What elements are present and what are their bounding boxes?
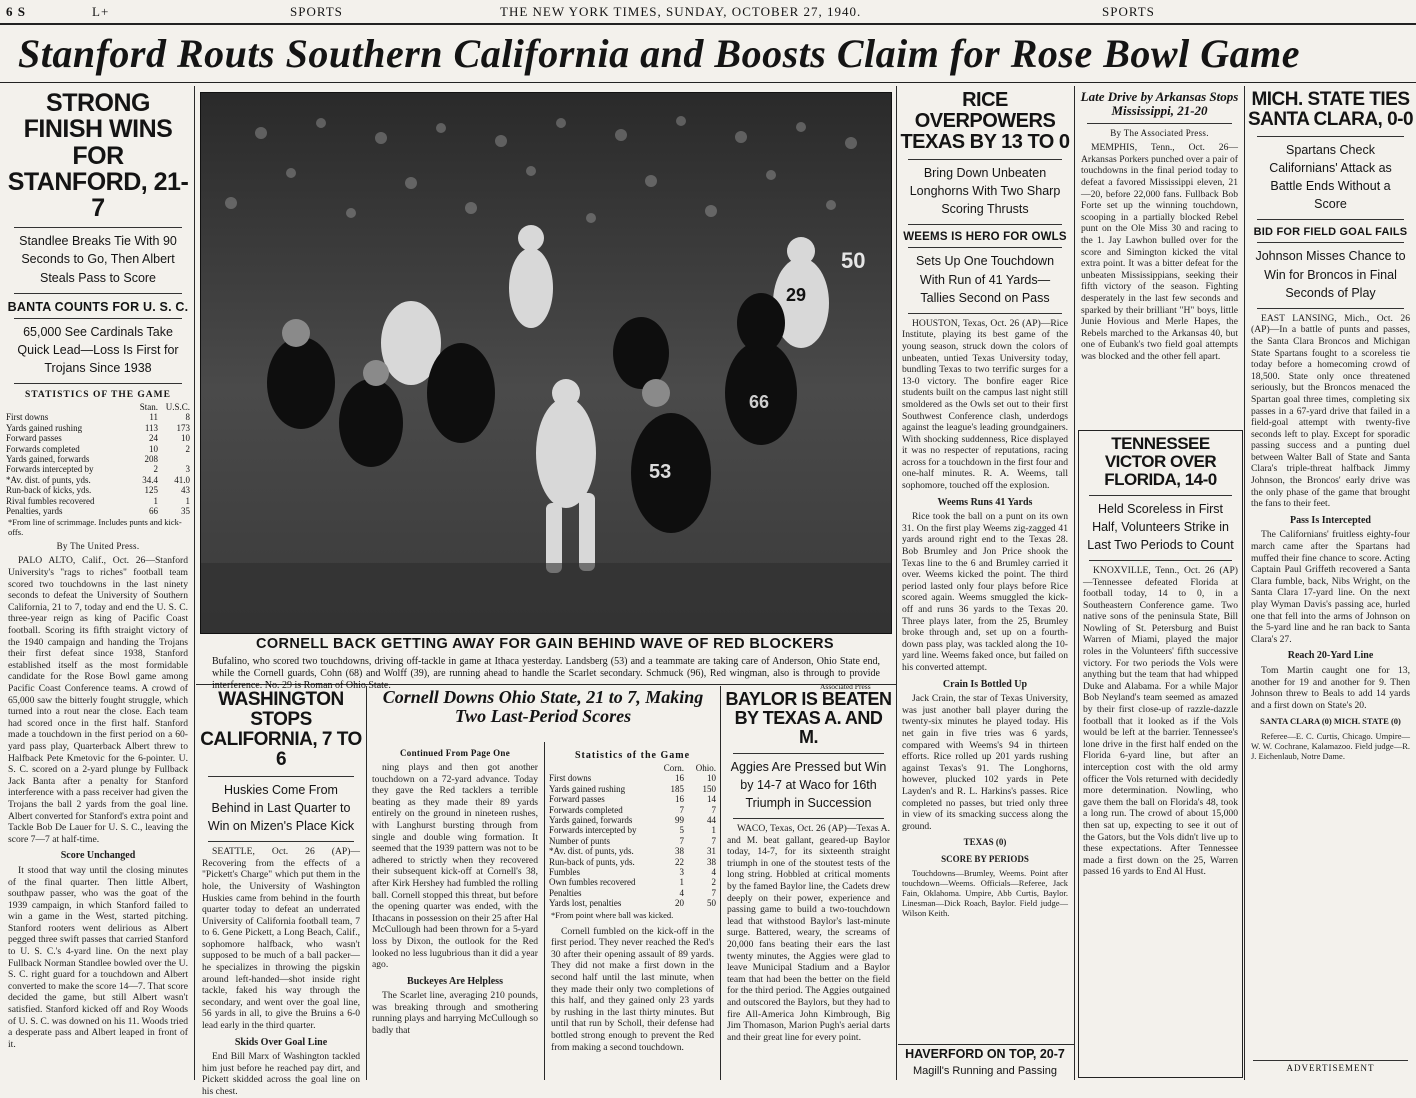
tennessee-paragraph: KNOXVILLE, Tenn., Oct. 26 (AP)—Tennessee defeated Florida at football today, 14 to 0, in a Southeastern Conference game. Two native sons of the peninsula State, Bill Nowling of St. Petersburg and Buist Warren of Miami, played the major roles in the Volunteers' fifth successive victory. For two periods the Vols were anything but the team that had whipped Duke and Alabama. For a while Major Bob Neyland's team seemed as amazed by their first close-up of razzle-dazzle football that it looked as if the Vols would be left at the barrier. Tennessee's lone drive in the first half ended on the Florida 6-yard line, but after an interception cost with the old army officer the Vols returned with decidedly more determination. Nowling, who gave them the ball on Florida's 48, took a long run. The crowd of about 15,000 then sat up, expecting to see it out of the Gators, but the Vols didn't live up to these expectations. After Tennessee made a first down on the 25, Warren passed 16 yards to End Al Hust. bbox=[1083, 564, 1238, 878]
stats-value: 1 bbox=[711, 825, 716, 836]
cornell-paragraph-2: The Scarlet line, averaging 210 pounds, was breaking through and smothering running plays and harrying McCullough so badly that bbox=[372, 990, 538, 1037]
rice-paragraph-2: Rice took the ball on a punt on its own 31. On the first play Weems zig-zagged 41 yards around right end to the Texas 28. Bob Brumley and Jon Price shook the Texas line to the 6 and Brumley carried it over. Weems kicked the point. The third period lasted only four plays before Rice scored again. Weems smuggled the kick-off and runs 36 yards to the Texas 20. Three plays later, from the 25, Brumley broke through and, set up on a fourth-down pass play, was tackled along the 10-yard line. Weems faked once, but failed on his converted attempt. bbox=[902, 511, 1068, 673]
stats-value: 185 bbox=[670, 783, 684, 794]
stats-label: Number of punts bbox=[549, 835, 610, 846]
michstate-deck-2: Johnson Misses Chance to Win for Broncos in Final Seconds of Play bbox=[1255, 249, 1406, 300]
stanford-byline: By The United Press. bbox=[56, 541, 140, 552]
jersey-number: 50 bbox=[841, 248, 866, 273]
stats-label: Yards gained, forwards bbox=[549, 815, 633, 826]
rice-story bbox=[898, 88, 1072, 1038]
divider bbox=[1257, 242, 1404, 243]
stats-label: Rival fumbles recovered bbox=[6, 495, 95, 506]
stats-value: 150 bbox=[702, 783, 716, 794]
michstate-deck: Spartans Check Californians' Attack as Battle Ends Without a Score bbox=[1269, 142, 1392, 212]
banner-rule bbox=[0, 82, 1416, 83]
cornell-crosshead: Buckeyes Are Helpless bbox=[407, 975, 503, 987]
stanford-stats-table bbox=[4, 402, 192, 516]
stats-row bbox=[4, 475, 192, 485]
rice-lineup-title: TEXAS (0) bbox=[963, 837, 1007, 848]
rice-crosshead-2: Crain Is Bottled Up bbox=[942, 678, 1028, 690]
stats-label: Yards gained rushing bbox=[549, 783, 626, 794]
stats-value: 16 bbox=[675, 773, 684, 784]
cornell-stats-table bbox=[547, 763, 718, 909]
stats-value: 11 bbox=[149, 412, 158, 423]
stats-value: 24 bbox=[149, 433, 158, 444]
cornell-stats-note: *From point where ball was kicked. bbox=[551, 909, 674, 920]
washington-crosshead: Skids Over Goal Line bbox=[234, 1036, 328, 1048]
stats-label: Forwards intercepted by bbox=[549, 825, 637, 836]
cornell-body-3 bbox=[551, 926, 714, 1054]
folio-line bbox=[0, 2, 1416, 22]
stats-row bbox=[547, 898, 718, 908]
stats-value: 4 bbox=[711, 867, 716, 878]
jersey-number: 53 bbox=[649, 461, 672, 483]
baylor-paragraph: WACO, Texas, Oct. 26 (AP)—Texas A. and M. beat gallant, geared-up Baylor today, 14-7, for its sixteenth straight triumph in one of the stoutest tests of the long string. Hobbled at critical moments by the famed Baylor line, the Cadets drew deeply on their power, experience and passing game to build a two-touchdown lead that withstood Baylor's last-minute surge. Battered, weary, the screams of 20,000 fans beating their ears the last twenty minutes, the Aggies were glad to leave Municipal Stadium and a Baylor team that had been the better on the field for the third period. The Aggies outgained and outscored the Baylors, but they had to fire All-America John Kimbrough, Big Jim Thomason, Marion Pugh's aerial darts and their great line for every point. bbox=[727, 823, 890, 1043]
stats-row bbox=[4, 423, 192, 433]
stats-value: 4 bbox=[679, 887, 684, 898]
washington-headline: WASHINGTON STOPS CALIFORNIA, 7 TO 6 bbox=[200, 689, 362, 770]
stats-row bbox=[547, 794, 718, 804]
stats-label: Forward passes bbox=[6, 433, 62, 444]
stanford-body bbox=[8, 555, 188, 1050]
divider bbox=[908, 224, 1062, 225]
tennessee-story bbox=[1078, 430, 1243, 1078]
stats-value: 38 bbox=[675, 846, 684, 857]
baylor-story bbox=[723, 688, 894, 1080]
cornell-body bbox=[372, 762, 538, 1037]
stats-label: Own fumbles recovered bbox=[549, 877, 636, 888]
cornell-headline: Cornell Downs Ohio State, 21 to 7, Making Two Last-Period Scores bbox=[382, 687, 704, 726]
stats-value: 208 bbox=[144, 454, 158, 465]
divider bbox=[208, 776, 354, 777]
baylor-deck: Aggies Are Pressed but Win by 14-7 at Waco for 16th Triumph in Succession bbox=[730, 759, 887, 810]
stats-row bbox=[547, 825, 718, 835]
stats-row bbox=[547, 815, 718, 825]
edition-mark: L+ bbox=[92, 4, 110, 19]
divider bbox=[14, 383, 182, 384]
column-rule bbox=[194, 86, 195, 1080]
washington-paragraph-2: End Bill Marx of Washington tackled him just before he reached pay dirt, and Pickett skidded across the goal line on his chest. bbox=[202, 1051, 360, 1097]
washington-deck: Huskies Come From Behind in Last Quarter to Win on Mizen's Place Kick bbox=[207, 782, 355, 833]
divider bbox=[1089, 495, 1232, 496]
stats-col-header: Stan. bbox=[139, 402, 158, 412]
stats-value bbox=[160, 454, 192, 464]
photo-caption-headline: CORNELL BACK GETTING AWAY FOR GAIN BEHIND WAVE OF RED BLOCKERS bbox=[256, 636, 834, 652]
stats-value: 7 bbox=[679, 835, 684, 846]
stats-label: Penalties, yards bbox=[6, 506, 63, 517]
stats-value: 7 bbox=[711, 887, 716, 898]
arkansas-story bbox=[1077, 88, 1242, 428]
stats-value: 8 bbox=[185, 412, 190, 423]
cornell-paragraph-3: Cornell fumbled on the kick-off in the first period. They never reached the Red's 30 after their opening assault of 89 yards. They did not make a first down in the second half until the last minute, when they made their only two completions of this half, and they gained only 23 yards by rushing in the last thirty minutes. But until that run by Scholl, their defense had bottled strong enough to prevent the Red from making a second touchdown. bbox=[551, 925, 714, 1053]
stanford-stats-title: STATISTICS OF THE GAME bbox=[25, 390, 171, 400]
stats-value: 3 bbox=[679, 867, 684, 878]
stats-value: 44 bbox=[707, 815, 716, 826]
rice-deck: Bring Down Unbeaten Longhorns With Two Sharp Scoring Thrusts bbox=[909, 166, 1061, 217]
paper-dateline: THE NEW YORK TIMES, SUNDAY, OCTOBER 27, 1940. bbox=[500, 4, 862, 19]
page-number: 6 S bbox=[6, 4, 26, 19]
stats-row bbox=[4, 506, 192, 516]
stats-value: 2 bbox=[185, 443, 190, 454]
divider bbox=[14, 227, 182, 228]
jersey-number: 29 bbox=[786, 285, 807, 305]
divider bbox=[208, 841, 354, 842]
column-rule bbox=[896, 86, 897, 1080]
column-rule bbox=[720, 686, 721, 1080]
stats-label: First downs bbox=[549, 773, 592, 784]
stats-label: Run-back of kicks, yds. bbox=[6, 485, 92, 496]
divider bbox=[1257, 136, 1404, 137]
washington-paragraph: SEATTLE, Oct. 26 (AP)—Recovering from the effects of a "Pickett's Charge" which put them in the hole, the University of Washington Huskies came from behind in the fourth quarter today to defeat an underrated University of California football team, 7 to 6. Gene Pickett, a Long Beach, Calif., sophomore halfback, who wasn't supposed to be much of a ball packer—he specializes in throwing the pigskin around left-handed—shot inside right tackle, faked his way through the secondary, and went over the goal line, 56 yards in all, to give the Bruins a 6-0 lead early in the third quarter. bbox=[202, 846, 360, 1032]
divider bbox=[1089, 560, 1232, 561]
stats-label: First downs bbox=[6, 412, 49, 423]
stanford-story bbox=[4, 88, 192, 1080]
rice-crosshead: Weems Runs 41 Yards bbox=[937, 496, 1033, 508]
stats-value: 10 bbox=[149, 443, 158, 454]
stats-label: Fumbles bbox=[549, 867, 581, 878]
stats-value: 2 bbox=[711, 877, 716, 888]
stats-value: 3 bbox=[185, 464, 190, 475]
haverford-deck: Magill's Running and Passing bbox=[913, 1065, 1057, 1078]
column-rule bbox=[366, 686, 367, 1080]
stats-value: 173 bbox=[176, 422, 190, 433]
stats-value: 1 bbox=[153, 495, 158, 506]
arkansas-paragraph: MEMPHIS, Tenn., Oct. 26—Arkansas Porkers punched over a pair of touchdowns in the final period today to defeat a favored Mississippi eleven, 21—20, before 22,000 fans. Fullback Bob Forte set up the winning touchdown, scooping in a partially blocked Rebel punt on the Ole Miss 30 and racing to the 1. Jay Lawhon bulled over for the score and Simington kicked the vital extra point. It was a bitter defeat for the unbeaten Mississippians, seeking their fifth victory of the season. Fighting desperately in the last few seconds and sparked by their brilliant "H" boys, little Junie Hovious and Merle Hapes, the Rebels marched to the Arkansas 40, but one of Eubank's two field goal attempts was blocked and the other fell apart. bbox=[1081, 142, 1238, 362]
stats-row bbox=[4, 433, 192, 443]
divider bbox=[908, 313, 1062, 314]
baylor-headline: BAYLOR IS BEATEN BY TEXAS A. AND M. bbox=[725, 689, 892, 747]
michstate-crosshead: Pass Is Intercepted bbox=[1290, 514, 1371, 526]
michstate-paragraph: EAST LANSING, Mich., Oct. 26 (AP)—In a battle of punts and passes, the Santa Clara Broncos and Michigan State Spartans fought to a scoreless tie today before a homecoming crowd of 18,500. State only once threatened seriously, but the Broncos menaced the Spartan goal three times, completing six passes in a 67-yard drive that failed in a field-goal attempt with twenty-five seconds left to play. Except for sporadic passing success and a punting duel between Walter Ball of State and Santa Clara's triple-threat halfback Jimmy Johnson, the Broncos' early drive was the only phase of the game that brought the fans to their feet. bbox=[1251, 312, 1410, 510]
stats-row bbox=[4, 454, 192, 464]
stats-value: 38 bbox=[707, 856, 716, 867]
stats-label: Yards gained, forwards bbox=[6, 454, 90, 465]
stats-label: Forwards intercepted by bbox=[6, 464, 94, 475]
rice-body bbox=[902, 318, 1068, 919]
cornell-stats-title: Statistics of the Game bbox=[574, 750, 691, 761]
divider bbox=[733, 753, 884, 754]
stats-label: Yards lost, penalties bbox=[549, 898, 622, 909]
divider bbox=[1257, 219, 1404, 220]
michstate-paragraph-3: Tom Martin caught one for 13, another for 19 and another for 9. Then Johnson threw to Beals to add 14 yards and a first down on State's 20. bbox=[1251, 664, 1410, 711]
stats-value: 7 bbox=[711, 835, 716, 846]
divider bbox=[908, 159, 1062, 160]
stanford-headline: STRONG FINISH WINS FOR STANFORD, 21-7 bbox=[7, 89, 189, 222]
stanford-paragraph: PALO ALTO, Calif., Oct. 26—Stanford University's "rags to riches" football team scored two touchdowns in the last ninety seconds to defeat the University of Southern California, 21 to 7, today and end the U. S. C. three-year reign as king of Pacific Coast football. Scoring its fifth straight victory of the 1940 campaign and handing the Trojans their first defeat since 1938, Stanford established itself as the most formidable candidate for the Rose Bowl game among Pacific Coast Conference teams. A crowd of 65,000 saw the bitterly fought struggle, which turned into a rout near the close. Each team had scored once in the first half. Stanford made a touchdown in the first period on a 60-yard pass play, Quarterback Albert threw to Halfback Pete Kmetovic for the 6-pointer. U. S. C. scored on a 2-yard plunge by Fullback Jack Banta after a penalty for Stanford interference with a pass receiver had given the Trojans the ball 2 yards from the goal line. Albert converted for Stanford's extra point and Tackle Bob De Lauer for U. S. C., leaving the score 7—7 at half-time. bbox=[8, 555, 188, 845]
stats-label: Forwards completed bbox=[549, 804, 623, 815]
stats-label: Yards gained rushing bbox=[6, 422, 83, 433]
stats-value: 43 bbox=[181, 485, 190, 496]
stanford-deck: Standlee Breaks Tie With 90 Seconds to Go, Then Albert Steals Pass to Score bbox=[19, 234, 177, 285]
stanford-paragraph-2: It stood that way until the closing minutes of the final quarter. Then little Albert, southpaw passer, who was the goat of the 1939 campaign, in which Stanford failed to win a game in the West, started pitching. Stanford rooters went delirious as Albert pegged three swift passes that carried Stanford to U. S. C.'s 4-yard line. On the next play Fullback Norman Standlee bowled over the U. S. C. right guard for a touchdown and Albert converted to make the score 14—7. That score decided the game, but still Albert wasn't satisfied. Stanford kicked off and Roy Woods of U. S. C. was downed on his 11. Woods tried a desperate pass and Albert leaped in front of it. bbox=[8, 864, 188, 1050]
stats-row bbox=[4, 412, 192, 422]
stats-value: 10 bbox=[707, 773, 716, 784]
stats-value: 7 bbox=[679, 804, 684, 815]
stanford-stats-note: *From line of scrimmage. Includes punts and kick-offs. bbox=[8, 517, 182, 538]
stats-value: 31 bbox=[707, 846, 716, 857]
stats-row bbox=[547, 836, 718, 846]
divider bbox=[14, 293, 182, 294]
stats-value: 1 bbox=[679, 877, 684, 888]
stats-value: 66 bbox=[149, 506, 158, 517]
stats-row bbox=[547, 867, 718, 877]
stats-row bbox=[547, 888, 718, 898]
stats-row bbox=[4, 464, 192, 474]
stats-row bbox=[547, 877, 718, 887]
michstate-officials: Referee—E. C. Curtis, Chicago. Umpire—W. W. Cochrane, Kalamazoo. Field judge—R. J. Eichenlaub, Notre Dame. bbox=[1251, 730, 1410, 761]
stats-label: Forward passes bbox=[549, 794, 605, 805]
rice-paragraph: HOUSTON, Texas, Oct. 26 (AP)—Rice Institute, playing its best game of the young season, struck down the colors of unbeaten, untied Texas University today, bundling Texas to two terrific surges for a 13-0 victory. The bonfire eager Rice students built on the campus last night still smoldered as the Owls set out to their first Southwest Conference clash, underdogs against the league's leading groundgainers. With shocking suddenness, Rice displayed it was no respecter of reputations, racing across for a touchdown in the first four and one-half minutes. R. A. Weems, tall sophomore, touched off the explosion. bbox=[902, 317, 1068, 492]
michstate-crosshead-2: Reach 20-Yard Line bbox=[1287, 650, 1374, 662]
column-rule bbox=[1074, 86, 1075, 1080]
banner-headline: Stanford Routs Southern California and Boosts Claim for Rose Bowl Game bbox=[18, 31, 1300, 76]
washington-body bbox=[202, 846, 360, 1097]
stats-label: *Av. dist. of punts, yds. bbox=[6, 474, 91, 485]
michstate-paragraph-2: The Californians' fruitless eighty-four march came after the Spartans had muffed their fine chance to score. Acting Captain Paul Griffeth recovered a Santa Clara fumble, back, Nibs Wright, on the Santa Clara 17-yard line. On the next play Wyman Davis's passing ace, hurled one that fell into the arms of Johnson on the 5-yard line and he ran back to Santa Clara's 27. bbox=[1251, 529, 1410, 645]
rice-headline: RICE OVERPOWERS TEXAS BY 13 TO 0 bbox=[900, 89, 1070, 153]
cornell-story bbox=[368, 744, 542, 1080]
stats-col-header: Corn. bbox=[663, 763, 684, 773]
stats-label: *Av. dist. of punts, yds. bbox=[549, 846, 634, 857]
photo-image bbox=[201, 93, 891, 633]
divider bbox=[733, 818, 884, 819]
advertisement-label-block bbox=[1247, 1060, 1414, 1076]
stats-value: 7 bbox=[711, 804, 716, 815]
section-rule bbox=[898, 1044, 1074, 1045]
stats-value: 20 bbox=[675, 898, 684, 909]
stanford-subhead: BANTA COUNTS FOR U. S. C. bbox=[7, 299, 189, 314]
tennessee-headline: TENNESSEE VICTOR OVER FLORIDA, 14-0 bbox=[1104, 434, 1217, 489]
tennessee-body bbox=[1083, 565, 1238, 878]
haverford-story bbox=[898, 1046, 1072, 1080]
stats-value: 1 bbox=[185, 495, 190, 506]
stats-value: 35 bbox=[181, 506, 190, 517]
stats-label: Run-back of punts, yds. bbox=[549, 856, 635, 867]
arkansas-headline: Late Drive by Arkansas Stops Mississippi, 21-20 bbox=[1080, 89, 1239, 118]
stats-label: Penalties bbox=[549, 887, 582, 898]
cornell-stats-column bbox=[547, 744, 718, 1080]
michstate-body bbox=[1251, 313, 1410, 761]
rice-paragraph-3: Jack Crain, the star of Texas University, was just another ball player during the twenty-six minutes he played today. His net gain in five tries was 6 yards, compared with Weems's 94 in thirteen efforts. Rice rolled up 201 yards rushing against Texas's 91. The Longhorns, however, plucked 102 yards in Pete Layden's and R. L. Harkins's passes. Rice completed no passes, but tried only three in view of its smacking success along the ground. bbox=[902, 693, 1068, 832]
stats-row bbox=[4, 485, 192, 495]
baylor-body bbox=[727, 823, 890, 1043]
stats-value: 113 bbox=[144, 422, 158, 433]
cornell-paragraph: ning plays and then got another touchdown on a 72-yard advance. Today they gave the Red tacklers a terrible beating as they made their 89 yards entirely on the ground in nineteen rushes, with Langhurst bursting through from single and double wing formation. It seemed that the 1939 pattern was not to be adhered to strictly when they recovered their subsequent kick-off at Cornell's 38, after Kirk Hershey had fumbled the rolling ball. Cornell stopped this threat, but before the opening quarter was ended, with the Ithacans in possession on their 25 after Hal McCullough had been thrown for a 5-yard loss by Dixon, the outlook for the Red looked no less lugubrious than it did a year ago. bbox=[372, 762, 538, 971]
rice-officials: Touchdowns—Brumley, Weems. Point after touchdown—Weems. Officials—Referee, Jack Fain, Oklahoma. Umpire, Abb Curtis, Baylor. Linesman—Dick Roach, Baylor. Field judge—Wilson Keith. bbox=[902, 868, 1068, 919]
haverford-headline: HAVERFORD ON TOP, 20-7 bbox=[905, 1047, 1065, 1061]
section-label-left: SPORTS bbox=[290, 4, 343, 19]
washington-story bbox=[198, 688, 364, 1097]
stats-value: 22 bbox=[675, 856, 684, 867]
column-rule bbox=[544, 742, 545, 1080]
cornell-continued: Continued From Page One bbox=[400, 748, 510, 758]
stanford-deck-2: 65,000 See Cardinals Take Quick Lead—Loss Is First for Trojans Since 1938 bbox=[17, 324, 179, 375]
stats-value: 125 bbox=[144, 485, 158, 496]
divider bbox=[14, 318, 182, 319]
divider bbox=[908, 247, 1062, 248]
stats-value: 14 bbox=[707, 794, 716, 805]
michstate-story bbox=[1247, 88, 1414, 1080]
michstate-subhead: BID FOR FIELD GOAL FAILS bbox=[1253, 226, 1408, 239]
column-rule bbox=[1244, 86, 1245, 1080]
photo-caption: Bufalino, who scored two touchdowns, driving off-tackle in game at Ithaca yesterday. Landsberg (53) and a teammate are taking care of Anderson, Ohio State end, while the Cornell guards, Cohn (68) and Wolff (39), are running ahead to handle the Scarlet secondary. Schmuck (96), Red wingman, also is through to provide interference. No. 29 is Roman of Ohio State. bbox=[212, 656, 880, 691]
stats-label: Forwards completed bbox=[6, 443, 80, 454]
stats-value: 10 bbox=[181, 433, 190, 444]
arkansas-byline: By The Associated Press. bbox=[1110, 128, 1209, 139]
stats-header-row bbox=[547, 763, 718, 773]
michstate-headline: MICH. STATE TIES SANTA CLARA, 0-0 bbox=[1247, 89, 1414, 130]
stats-header-row bbox=[4, 402, 192, 412]
stats-value: 34.4 bbox=[142, 474, 158, 485]
divider bbox=[1253, 1060, 1408, 1061]
stats-row bbox=[547, 805, 718, 815]
michstate-lineup-title: SANTA CLARA (0) MICH. STATE (0) bbox=[1260, 716, 1401, 727]
stats-col-header: U.S.C. bbox=[165, 402, 190, 412]
section-label-right: SPORTS bbox=[1102, 4, 1155, 19]
divider bbox=[1257, 308, 1404, 309]
stanford-crosshead: Score Unchanged bbox=[60, 850, 136, 862]
stats-value: 99 bbox=[675, 815, 684, 826]
stats-col-header: Ohio. bbox=[695, 763, 716, 773]
stats-row bbox=[4, 496, 192, 506]
stats-row bbox=[547, 773, 718, 783]
tennessee-deck: Held Scoreless in First Half, Volunteers Strike in Last Two Periods to Count bbox=[1087, 501, 1234, 552]
rice-score-title: SCORE BY PERIODS bbox=[941, 853, 1029, 864]
jersey-number: 66 bbox=[749, 392, 770, 412]
stats-row bbox=[547, 784, 718, 794]
stats-row bbox=[547, 846, 718, 856]
rice-deck-2: Sets Up One Touchdown With Run of 41 Yards—Tallies Second on Pass bbox=[915, 254, 1055, 305]
cornell-headline-block bbox=[368, 688, 718, 742]
arkansas-body bbox=[1081, 142, 1238, 362]
folio-rule bbox=[0, 23, 1416, 25]
rice-subhead: WEEMS IS HERO FOR OWLS bbox=[903, 231, 1067, 244]
photo-credit: Associated Press bbox=[820, 682, 871, 691]
divider bbox=[1087, 123, 1232, 124]
stats-row bbox=[4, 444, 192, 454]
stats-value: 41.0 bbox=[174, 474, 190, 485]
advertisement-label: ADVERTISEMENT bbox=[1286, 1063, 1375, 1073]
stats-value: 16 bbox=[675, 794, 684, 805]
stats-value: 50 bbox=[707, 898, 716, 909]
game-photo bbox=[200, 92, 892, 634]
stats-row bbox=[547, 857, 718, 867]
stats-value: 2 bbox=[153, 464, 158, 475]
stats-value: 5 bbox=[679, 825, 684, 836]
